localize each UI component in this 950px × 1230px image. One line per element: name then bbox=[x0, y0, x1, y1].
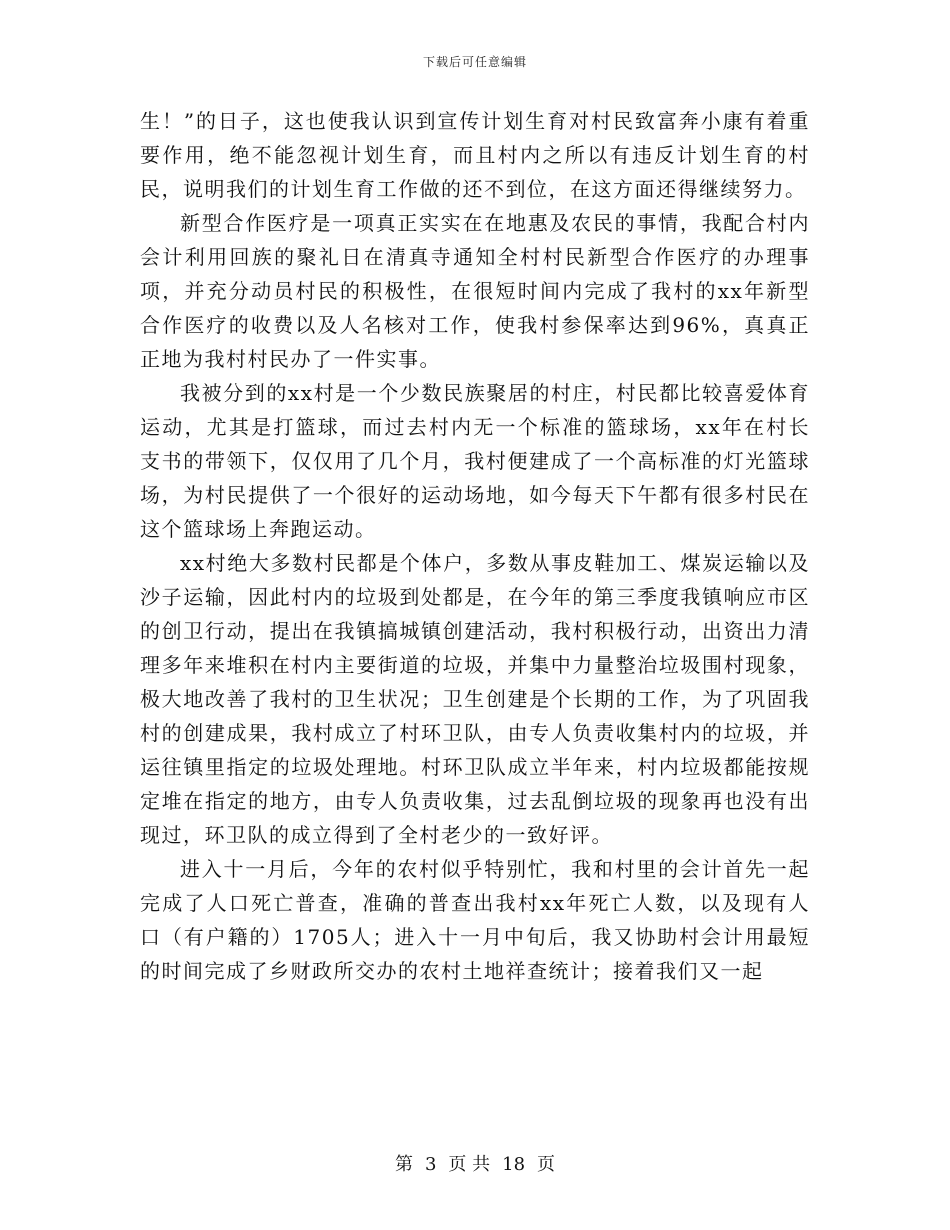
page-footer bbox=[0, 1153, 950, 1177]
document-body bbox=[140, 104, 810, 988]
paragraph-1: 生！”的日子，这也使我认识到宣传计划生育对村民致富奔小康有着重要作用，绝不能忽视计划生育，而且村内之所以有违反计划生育的村民，说明我们的计划生育工作做的还不到位，在这方面还得继续努力。 bbox=[140, 109, 810, 201]
paragraph-2: 新型合作医疗是一项真正实实在在地惠及农民的事情，我配合村内会计利用回族的聚礼日在清真寺通知全村村民新型合作医疗的办理事项，并充分动员村民的积极性，在很短时间内完成了我村的xx年新型合作医疗的收费以及人名核对工作，使我村参保率达到96%，真真正正地为我村村民办了一件实事。 bbox=[140, 211, 810, 371]
page-header-note: 下载后可任意编辑 bbox=[422, 55, 527, 69]
footer-suffix: 页 bbox=[537, 1154, 556, 1175]
footer-mid: 页 共 bbox=[448, 1154, 491, 1175]
footer-total-pages: 18 bbox=[502, 1154, 526, 1175]
footer-prefix: 第 bbox=[394, 1154, 413, 1175]
footer-current-page: 3 bbox=[424, 1154, 437, 1175]
paragraph-4: xx村绝大多数村民都是个体户，多数从事皮鞋加工、煤炭运输以及沙子运输，因此村内的垃圾到处都是，在今年的第三季度我镇响应市区的创卫行动，提出在我镇搞城镇创建活动，我村积极行动，出资出力清理多年来堆积在村内主要街道的垃圾，并集中力量整治垃圾围村现象，极大地改善了我村的卫生状况；卫生创建是个长期的工作，为了巩固我村的创建成果，我村成立了村环卫队，由专人负责收集村内的垃圾，并运往镇里指定的垃圾处理地。村环卫队成立半年来，村内垃圾都能按规定堆在指定的地方，由专人负责收集，过去乱倒垃圾的现象再也没有出现过，环卫队的成立得到了全村老少的一致好评。 bbox=[140, 551, 810, 847]
paragraph-5: 进入十一月后，今年的农村似乎特别忙，我和村里的会计首先一起完成了人口死亡普查，准确的普查出我村xx年死亡人数，以及现有人口（有户籍的）1705人；进入十一月中旬后，我又协助村会计用最短的时间完成了乡财政所交办的农村土地祥查统计；接着我们又一起 bbox=[140, 857, 810, 983]
paragraph-3: 我被分到的xx村是一个少数民族聚居的村庄，村民都比较喜爱体育运动，尤其是打篮球，而过去村内无一个标准的篮球场，xx年在村长支书的带领下，仅仅用了几个月，我村便建成了一个高标准的灯光篮球场，为村民提供了一个很好的运动场地，如今每天下午都有很多村民在这个篮球场上奔跑运动。 bbox=[140, 381, 810, 541]
